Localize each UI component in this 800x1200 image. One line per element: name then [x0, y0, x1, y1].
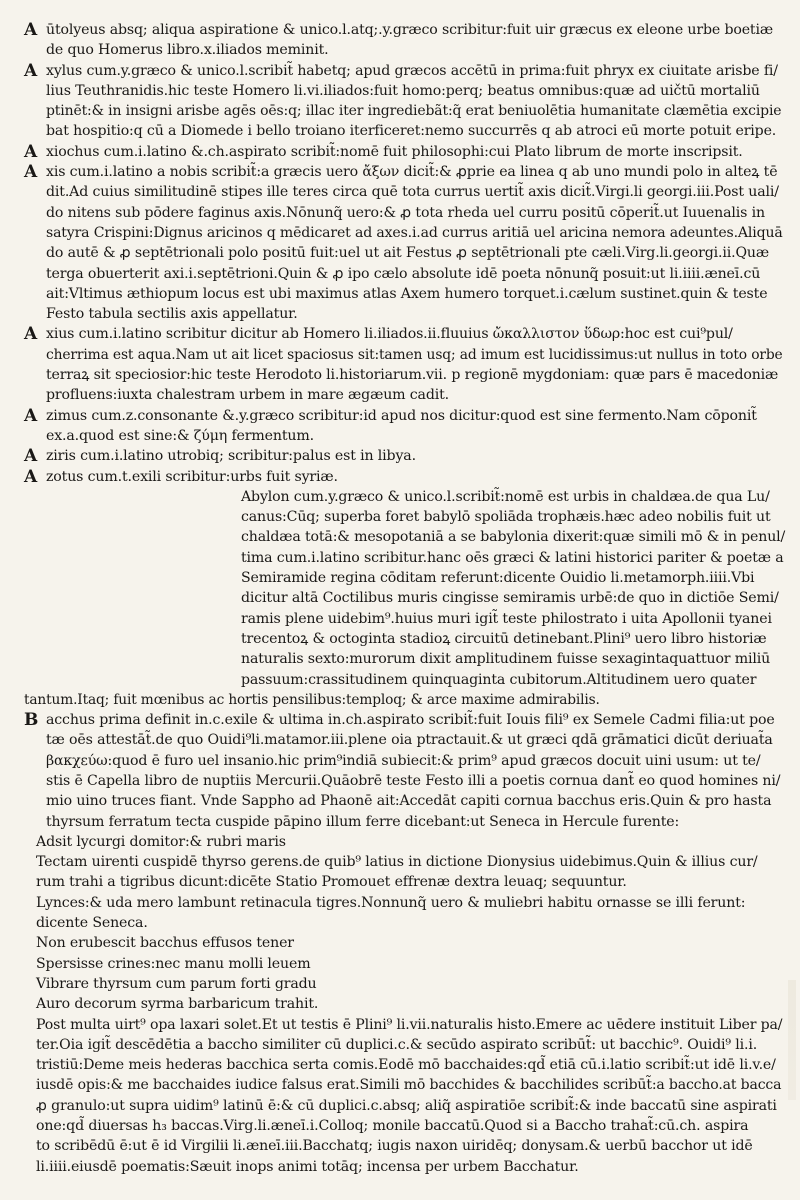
text-line: profluens:iuxta chalestram urbem in mare ægæum cadit. [46, 387, 450, 404]
text-line: tantum.Itaq; fuit mœnibus ac hortis pensilibus:temploq; & arce maxime admirabilis. [24, 691, 600, 708]
text-line: βακχεύω:quod ē furo uel insanio.hic prim⁹indiā subiecit:& prim⁹ apud græcos docuit uini usum: ut te/ [46, 752, 761, 769]
text-line: to scribēdū ē:ut ē id Virgilii li.æneī.iii.Bacchatq; iugis naxon uiridēq; donysam.& uerbū bacchor ut idē [36, 1138, 753, 1155]
entry-aziris [24, 446, 784, 466]
text-line: xylus cum.y.græco & unico.l.scribit̃ habetq; apud græcos accētū in prima:fuit phryx ex ciuitate arisbe fi/ [46, 62, 778, 79]
entry-autolycus [24, 20, 784, 61]
text-line: zotus cum.t.exili scribitur:urbs fuit syriæ. [46, 468, 338, 485]
text-line: Semiramide regina cōditam referunt:dicente Ouidio li.metamorph.iiii.Vbi [241, 570, 755, 587]
entry-axylus [24, 61, 784, 142]
text-line: Tectam uirenti cuspidē thyrso gerens.de quib⁹ latius in dictione Dionysius uidebimus.Quin & illius cur/ [36, 854, 758, 871]
entry-axius [24, 324, 784, 405]
entry-initial: A [24, 446, 38, 467]
entry-initial: A [24, 141, 38, 162]
entry-initial: A [24, 60, 38, 81]
text-line: rum trahi a tigribus dicunt:dicēte Statio Promouet effrenæ dextra leuaq; sequuntur. [36, 874, 627, 891]
text-line: trecentoꝝ & octoginta stadioꝝ circuitū detinebant.Plini⁹ uero libro historiæ [241, 630, 767, 647]
text-line: dit.Ad cuius similitudinē stipes ille teres circa quē tota currus uertit̃ axis dicit̃.Virgi.li georgi.iii.Post uali/ [46, 184, 779, 201]
text-line: terraꝝ sit speciosior:hic teste Herodoto li.historiarum.vii. p regionē mygdoniam: quæ pars ē macedoniæ [46, 367, 779, 384]
text-line: bat hospitio:q cū a Diomede i bello troiano iterficeret:nemo succurrēs q ab atroci eū morte potuit eripe. [46, 123, 777, 140]
entry-axis [24, 162, 784, 324]
text-line: Festo tabula sectilis axis appellatur. [46, 306, 298, 323]
text-line: canus:Cūq; superba foret babylō spoliāda trophæis.hæc adeo nobilis fuit ut [241, 509, 771, 526]
entry-axiochus [24, 142, 784, 162]
text-line: cherrima est aqua.Nam ut ait licet spaciosus sit:tamen usq; ad imum est lucidissimus:ut nullus in toto orbe [46, 346, 783, 363]
entry-initial: A [24, 20, 38, 40]
text-line: tæ oēs attestāt̃.de quo Ouidi⁹li.matamor.iii.plene oia ptractauit.& ut græci qdā grāmatici dicūt deriuat̃a [46, 732, 773, 749]
verse-block-seneca-1 [24, 832, 784, 933]
entry-azimus [24, 406, 784, 447]
text-line: dicitur altā Coctilibus muris cingisse semiramis urbē:de quo in dictiōe Semi/ [241, 590, 779, 607]
text-line: zimus cum.z.consonante &.y.græco scribitur:id apud nos dicitur:quod est sine fermento.Nam cōponit̃ [46, 407, 757, 424]
text-line: mio uino truces fiant. Vnde Sappho ad Phaonē ait:Accedāt capiti cornua bacchus eris.Quin & pro hasta [46, 793, 772, 810]
text-line: xius cum.i.latino scribitur dicitur ab Homero li.iliados.ii.fluuius ὤκαλλιστον ὕδωρ:hoc est cui⁹pul/ [46, 326, 733, 343]
text-line: acchus prima definit in.c.exile & ultima in.ch.aspirato scribit̃:fuit Iouis fili⁹ ex Semele Cadmi filia:ut poe [46, 712, 775, 729]
entry-azotus [24, 467, 784, 487]
closing-paragraph [24, 1015, 784, 1177]
text-line: lius Teuthranidis.hic teste Homero li.vi.iliados:fuit homo:perq; beatus omnibus:quæ ad uičtū mortaliū [46, 82, 760, 99]
entry-initial: A [24, 405, 38, 426]
text-line: Spersisse crines:nec manu molli leuem [36, 955, 311, 972]
text-line: one:qd̃ diuersas h₃ baccas.Virg.li.æneī.i.Colloq; monile baccatū.Quod si a Baccho trahat̃:cū.ch. aspira [36, 1118, 749, 1135]
entry-initial: A [24, 162, 38, 183]
text-line: passuum:crassitudinem quinquaginta cubitorum.Altitudinem uero quater [241, 671, 757, 688]
entry-initial: A [24, 324, 38, 345]
text-line: ziris cum.i.latino utrobiq; scribitur:palus est in libya. [46, 448, 416, 465]
text-line: xis cum.i.latino a nobis scribit̃:a græcis uero ἄξων dicit̃:& ꝓprie ea linea q ab uno mundi polo in alteꝝ tē [46, 164, 778, 181]
text-line: ex.a.quod est sine:& ζύμη fermentum. [46, 427, 314, 444]
text-line: ter.Oia igit̃ descēdētia a baccho similiter cū duplici.c.& secūdo aspirato scribūt̃: ut bacchic⁹. Ouidi⁹ li.i. [36, 1036, 758, 1053]
text-line: do nitens sub pōdere faginus axis.Nōnunq̃ uero:& ꝓ tota rheda uel curru positū cōperit̃.ut Iuuenalis in [46, 204, 765, 221]
babylon-tail [24, 690, 784, 710]
text-line: chaldæa totā:& mesopotaniā a se babylonia dixerit:quæ simili mō & in penul/ [241, 529, 786, 546]
text-line: ūtolyeus absq; aliqua aspiratione & unico.l.atq;.y.græco scribitur:fuit uir græcus ex eleone urbe boetiæ [46, 22, 773, 38]
text-line: stis ē Capella libro de nuptiis Mercurii.Quāobrē teste Festo illi a poetis cornua dant̃ eo quod homines ni/ [46, 772, 781, 789]
entry-initial: B [24, 710, 39, 731]
text-line: terga obuerterit axi.i.septētrioni.Quin & ꝓ ipo cælo absolute idē poeta nōnunq̃ posuit:ut li.iiii.æneī.cū [46, 265, 761, 282]
text-line: Adsit lycurgi domitor:& rubri maris [36, 833, 286, 850]
verse-block-seneca-2 [24, 933, 784, 1014]
text-line: ait:Vltimus æthiopum locus est ubi maximus atlas Axem humero torquet.i.cælum sustinet.quin & teste [46, 285, 768, 302]
text-line: ramis plene uidebim⁹.huius muri igit̃ teste philostrato i uita Apollonii tyanei [241, 610, 772, 627]
entry-bacchus [24, 710, 784, 832]
text-line: Lynces:& uda mero lambunt retinacula tigres.Nonnunq̃ uero & muliebri habitu ornasse se illi ferunt: [36, 894, 746, 911]
text-line: thyrsum ferratum tecta cuspide pāpino illum ferre dicebant:ut Seneca in Hercule furente: [46, 813, 680, 830]
text-column [24, 20, 784, 1177]
text-line: tristiū:Deme meis hederas bacchica serta comis.Eodē mō bacchaides:qd̃ etiā cū.i.latio scribit̃:ut idē li.v.e/ [36, 1057, 776, 1074]
page-edge-shadow [788, 980, 796, 1100]
text-line: Vibrare thyrsum cum parum forti gradu [36, 975, 317, 992]
text-line: de quo Homerus libro.x.iliados meminit. [46, 42, 329, 59]
text-line: dicente Seneca. [36, 915, 148, 932]
text-line: Post multa uirt⁹ opa laxari solet.Et ut testis ē Plini⁹ li.vii.naturalis histo.Emere ac uēdere instituit Liber pa/ [36, 1016, 783, 1033]
entry-initial: A [24, 466, 38, 487]
text-line: do autē & ꝓ septētrionali polo positū fuit:uel ut ait Festus ꝓ septētrionali pte cæli.Virg.li.georgi.ii.Quæ [46, 245, 770, 262]
text-line: Auro decorum syrma barbaricum trahit. [36, 996, 319, 1013]
text-line: satyra Crispini:Dignus aricinos q mēdicaret ad axes.i.ad currus aritiā uel aricina nemora adeuntes.Aliquā [46, 224, 783, 241]
entry-babylon [219, 487, 791, 690]
text-line: naturalis sexto:murorum dixit amplitudinem fuisse sexagintaquattuor miliū [241, 651, 771, 668]
text-line: tima cum.i.latino scribitur.hanc oēs græci & latini historici pariter & poetæ a [241, 549, 784, 566]
text-line: ꝓ granulo:ut supra uidim⁹ latinū ē:& cū duplici.c.absq; aliq̃ aspiratiōe scribit̃:& inde baccatū sine aspirati [36, 1097, 777, 1114]
text-line: ptinēt:& in insigni arisbe agēs oēs:q; illac iter ingrediebãt:q̃ erat beniuolētia humanitate clæmētia excipie [46, 103, 782, 120]
text-line: Non erubescit bacchus effusos tener [36, 935, 294, 952]
text-line: Abylon cum.y.græco & unico.l.scribit̃:nomē est urbis in chaldæa.de qua Lu/ [241, 488, 770, 505]
text-line: xiochus cum.i.latino &.ch.aspirato scribit̃:nomē fuit philosophi:cui Plato librum de morte inscripsit. [46, 143, 743, 160]
text-line: li.iiii.eiusdē poematis:Sæuit inops animi totāq; incensa per urbem Bacchatur. [36, 1158, 579, 1175]
text-line: iusdē opis:& me bacchaides iudice falsus erat.Simili mō bacchides & bacchilides scribūt̃:a baccho.at bacca [36, 1077, 782, 1094]
